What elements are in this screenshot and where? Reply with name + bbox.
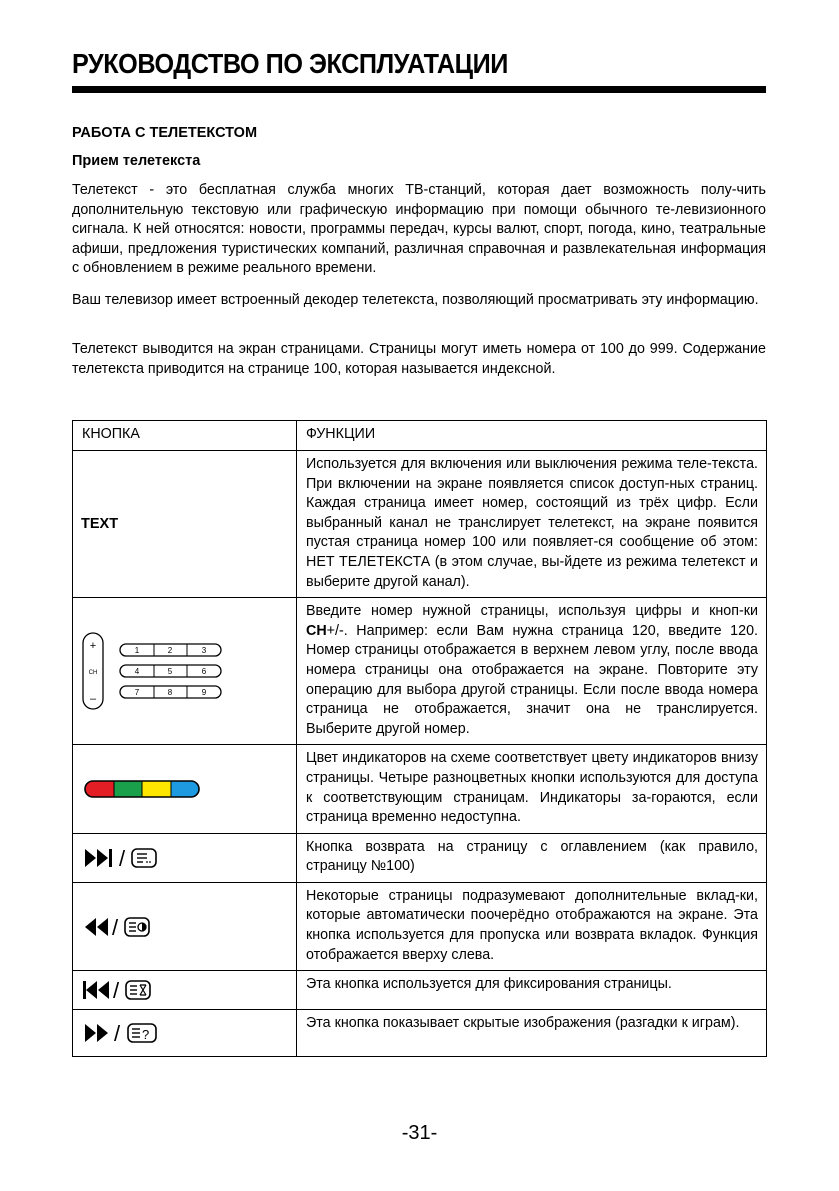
functions-table [72,420,767,1057]
table-row [73,598,767,745]
teletext-index-icon [132,849,156,867]
ch-bold: CH [306,622,327,639]
header-function: ФУНКЦИИ [297,421,767,451]
slash: / [113,978,120,1004]
function-desc: Цвет индикаторов на схеме соответствует цвету индикаторов внизу страницы. Четыре разноцветных кнопки используются для доступа к соответствующим страницам. Индикаторы за-гораются, если страница временно недоступна. [297,745,767,833]
digit-9: 9 [201,688,207,698]
ch-minus-label: – [89,693,97,706]
teletext-hold-icon [126,981,150,999]
digit-8: 8 [167,688,173,698]
key-cell-reveal [73,1010,297,1057]
key-cell-index [73,833,297,882]
page-number: -31- [401,1122,438,1144]
table-row [73,1010,767,1057]
paragraph-intro: Телетекст - это бесплатная служба многих ТВ-станций, которая дает возможность полу-чить дополнительную текстовую или графическую информацию при помощи обычного те-левизионного сигнала. К ней относятся: новости, программы передач, курсы валют, спорт, погода, кино, театральные афиши, предложения туристических компаний, различная справочная и развлекательная информация с обновлением в режиме реального времени. [72,182,766,277]
table-row [73,833,767,882]
green-key [114,781,142,797]
digit-row-1 [120,644,221,656]
desc-part: +/-. Например: если Вам нужна страница 120, введите 120. Номер страницы отображается в верхнем левом углу, после ввода номера страницы она отображается на экране. Повторите эту операцию для выбора другой страницы. Если после ввода номера страница не отображается, значит она не транслируется. Выберите другой номер. [306,622,758,737]
paragraph-pages: Телетекст выводится на экран страницами. Страницы могут иметь номера от 100 до 999. Содержание телетекста приводится на странице 100, которая называется индексной. [72,341,766,377]
table-row [73,971,767,1010]
color-keys-diagram [73,777,278,801]
key-cell-text [73,451,297,598]
teletext-subpage-icon [125,918,149,936]
digit-7: 7 [134,688,140,698]
digit-1: 1 [134,646,140,656]
function-desc [297,598,767,745]
slash: / [119,845,126,871]
fast-forward-icon [85,1024,108,1042]
paragraph-decoder: Ваш телевизор имеет встроенный декодер телетекста, позволяющий просматривать эту информацию. [72,292,759,308]
key-cell-keypad [73,598,297,745]
ch-label: CH [88,670,98,677]
function-desc: Эта кнопка показывает скрытые изображения (разгадки к играм). [297,1010,767,1057]
table-row [73,451,767,598]
ch-plus-label: + [89,640,97,653]
slash: / [114,1021,121,1047]
desc-part: Введите номер нужной страницы, используя цифры и кноп-ки [306,603,758,620]
page-title: РУКОВОДСТВО ПО ЭКСПЛУАТАЦИИ [72,48,508,79]
key-cell-hold [73,971,297,1010]
yellow-key [142,781,171,797]
table-header-row [73,421,767,451]
digit-6: 6 [201,667,207,677]
digit-5: 5 [167,667,173,677]
digit-2: 2 [167,646,173,656]
table-row [73,882,767,970]
red-key [85,781,114,797]
skip-forward-icon [85,849,112,867]
key-cell-colors [73,745,297,833]
slash: / [112,914,119,940]
skip-back-icon [83,981,109,999]
function-desc: Кнопка возврата на страницу с оглавлением (как правило, страницу №100) [297,833,767,882]
hold-button-diagram [73,976,278,1004]
table-row [73,745,767,833]
blue-key [171,781,199,797]
digit-3: 3 [201,646,207,656]
key-cell-subpage [73,882,297,970]
digit-row-3 [120,686,221,698]
teletext-reveal-icon [128,1024,156,1042]
function-desc: Используется для включения или выключения режима теле-текста. При включении на экране появляется список доступ-ных страниц. Каждая страница имеет номер, состоящий из трёх цифр. Если выбранный канал не транслирует телетекст, на экране появится пустая страница номер 100 или появляет-ся сообщение об этом: НЕТ ТЕЛЕТЕКСТА (в этом случае, вы-йдете из режима телетекст и выберите другой канал). [297,451,767,598]
index-button-diagram [73,844,278,872]
function-desc: Эта кнопка используется для фиксирования страницы. [297,971,767,1010]
function-desc: Некоторые страницы подразумевают дополнительные вклад-ки, которые автоматически поочерёдно отображаются на экране. Эта кнопка используется для пропуска или возврата вкладок. Функция отображается вверху слева. [297,882,767,970]
header-key: КНОПКА [73,421,297,451]
question-mark: ? [142,1027,150,1043]
reveal-button-diagram [73,1019,278,1047]
subpage-button-diagram [73,913,278,941]
text-button-label: TEXT [81,516,119,533]
keypad-diagram [73,631,278,711]
rewind-icon [85,918,108,936]
title-rule [72,86,766,93]
section-title: РАБОТА С ТЕЛЕТЕКСТОМ [72,125,258,141]
subsection-title: Прием телетекста [72,153,201,169]
digit-row-2 [120,665,221,677]
digit-4: 4 [134,667,140,677]
